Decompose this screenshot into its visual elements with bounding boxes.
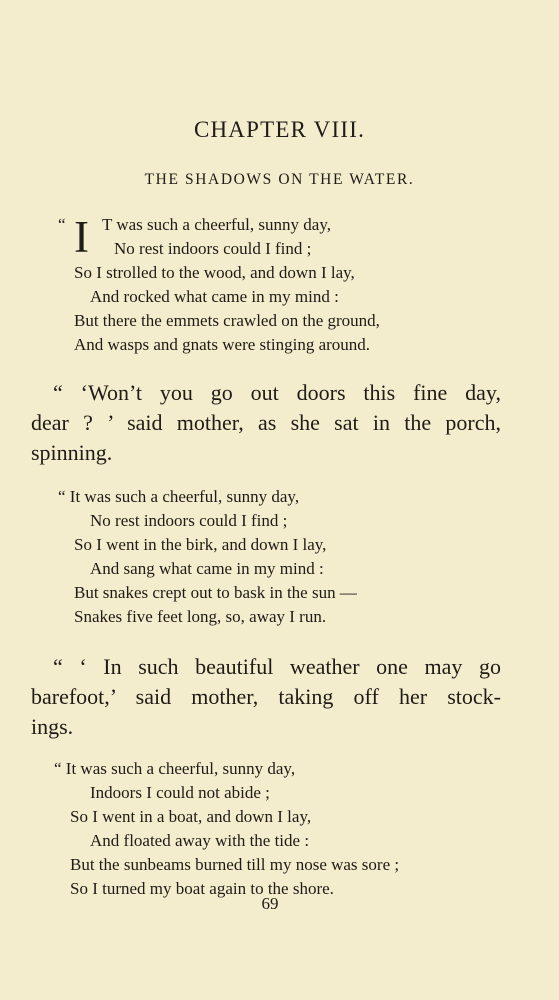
verse-line: No rest indoors could I find ; [90,511,288,530]
chapter-title: CHAPTER VIII. [193,117,366,142]
verse-line: So I turned my boat again to the shore. [70,879,334,898]
verse-line: And sang what came in my mind : [90,559,324,578]
open-quote: “ [58,215,66,234]
verse-line: And floated away with the tide : [90,831,310,850]
prose-line: “ ‘Won’t you go out doors this fine day, [53,380,501,405]
verse-line: But there the emmets crawled on the ground, [74,311,380,330]
verse-line: T was such a cheerful, sunny day, [102,215,331,234]
prose-line: spinning. [31,440,113,465]
prose-paragraph-1 [31,378,501,468]
verse-line: And rocked what came in my mind : [90,287,339,306]
verse-line: But snakes crept out to bask in the sun — [74,583,357,602]
verse-line: But the sunbeams burned till my nose was sore ; [70,855,400,874]
verse-line: Snakes five feet long, so, away I run. [74,607,327,626]
page-number: 69 [261,894,279,913]
verse-line: “ It was such a cheerful, sunny day, [58,487,300,506]
verse-line: So I strolled to the wood, and down I lay, [74,263,355,282]
verse-line: No rest indoors could I find ; [114,239,312,258]
drop-cap: I [74,212,89,262]
prose-paragraph-2 [31,652,501,742]
verse-line: And wasps and gnats were stinging around. [74,335,371,354]
prose-line: dear ? ’ said mother, as she sat in the porch, [31,410,501,435]
section-title: THE SHADOWS ON THE WATER. [144,171,415,188]
verse-line: “ It was such a cheerful, sunny day, [54,759,296,778]
prose-line: “ ‘ In such beautiful weather one may go [53,654,501,679]
prose-line: barefoot,’ said mother, taking off her stock- [31,684,501,709]
verse-line: Indoors I could not abide ; [90,783,270,802]
verse-line: So I went in the birk, and down I lay, [74,535,327,554]
verse-line: So I went in a boat, and down I lay, [70,807,312,826]
prose-line: ings. [31,714,74,739]
